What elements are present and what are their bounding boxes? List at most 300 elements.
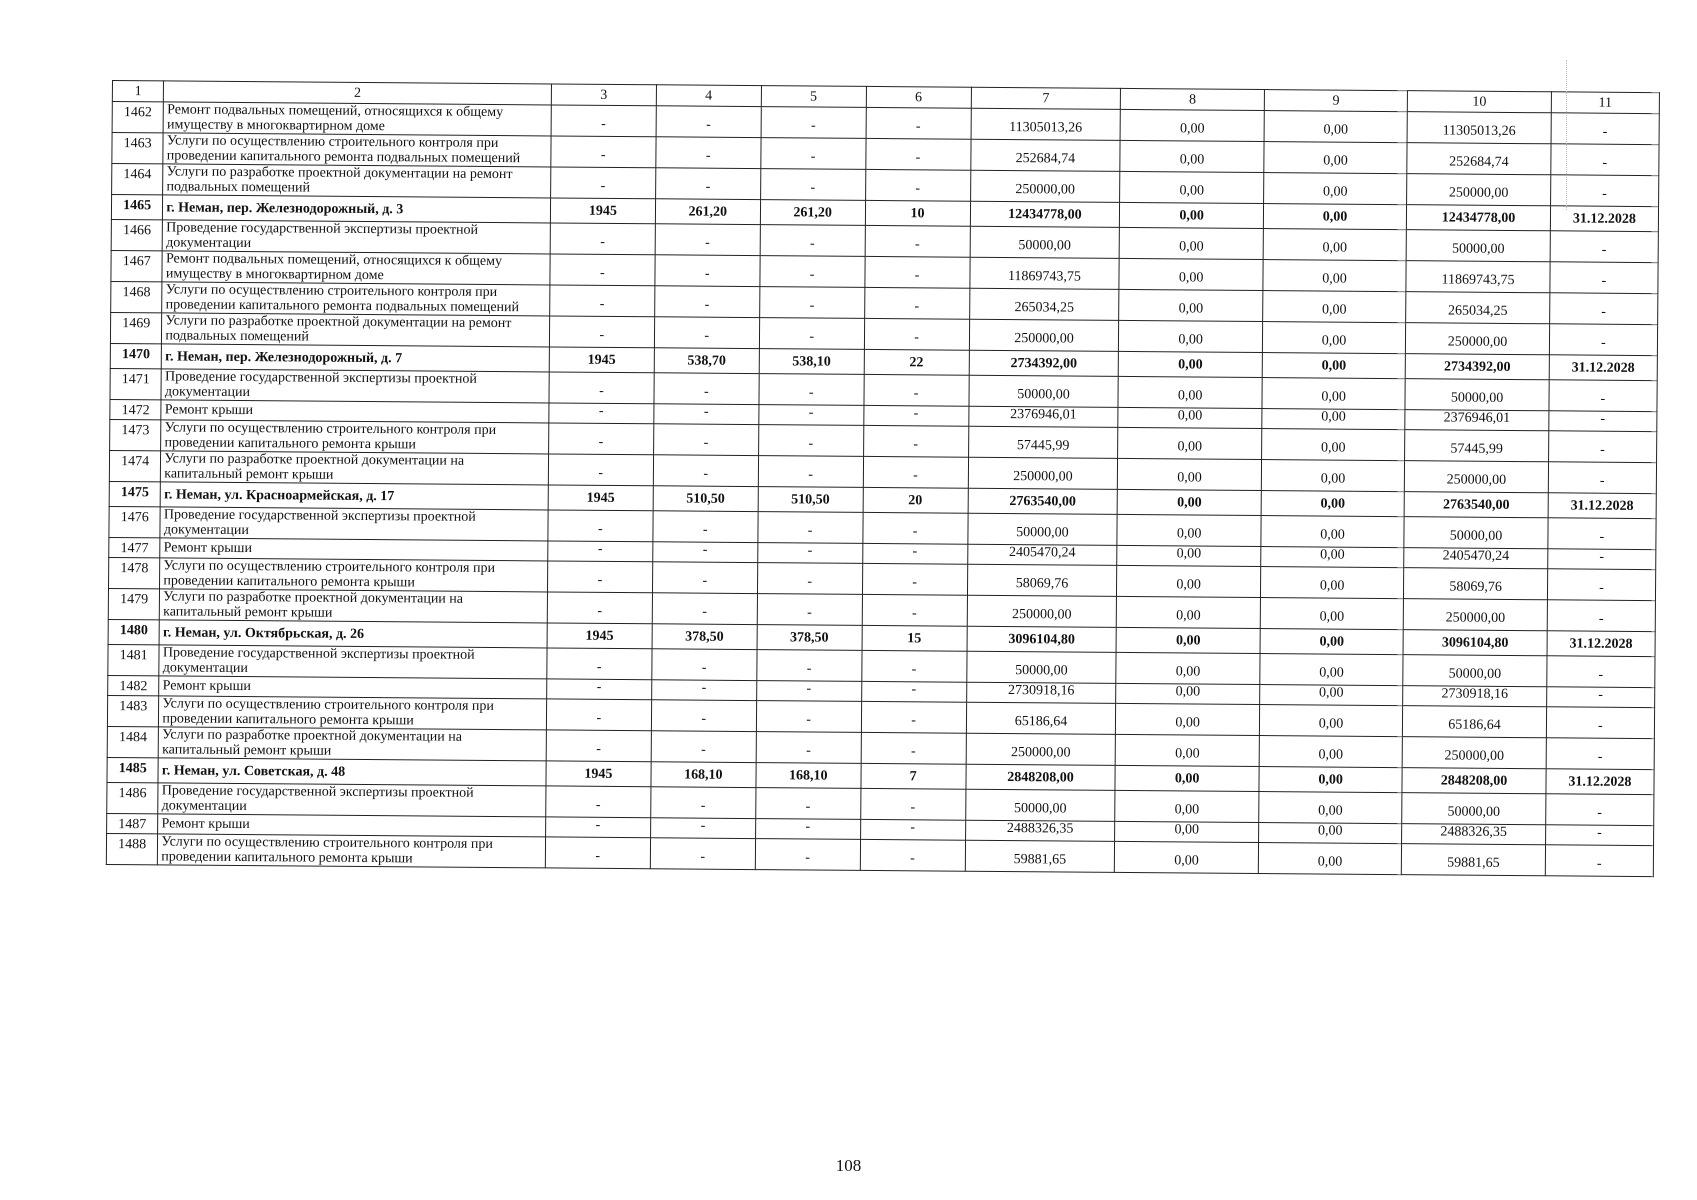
- cost-total-cell: 65186,64: [966, 702, 1116, 734]
- area-living-cell: -: [759, 318, 864, 350]
- residents-cell: -: [862, 594, 967, 626]
- residents-cell: -: [861, 701, 966, 733]
- year-cell: -: [549, 372, 654, 404]
- year-cell: -: [546, 699, 651, 731]
- residents-cell: -: [865, 169, 970, 201]
- fund-cell: 0,00: [1118, 458, 1262, 490]
- work-description: Ремонт крыши: [160, 538, 548, 561]
- owners-cell: 58069,76: [1404, 568, 1548, 600]
- page-number: 108: [835, 1156, 862, 1175]
- deadline-cell: -: [1545, 845, 1653, 877]
- deadline-cell: -: [1546, 687, 1654, 708]
- row-number: 1487: [107, 813, 159, 833]
- budget-cell: 0,00: [1263, 291, 1407, 323]
- owners-cell: 2730918,16: [1403, 686, 1547, 707]
- deadline-cell: 31.12.2028: [1550, 206, 1658, 232]
- area-total-cell: -: [654, 373, 759, 405]
- area-total-cell: -: [651, 731, 756, 763]
- budget-cell: 0,00: [1263, 260, 1407, 292]
- owners-cell: 50000,00: [1403, 655, 1547, 687]
- area-total-cell: -: [651, 787, 756, 819]
- work-description: Услуги по осуществлению строительного контроля при проведении капитального ремонта крыши: [158, 834, 546, 868]
- cost-total-cell: 2763540,00: [968, 488, 1118, 514]
- deadline-cell: -: [1546, 738, 1654, 770]
- fund-cell: 0,00: [1116, 734, 1260, 766]
- residents-cell: -: [865, 256, 970, 288]
- fund-cell: 0,00: [1116, 652, 1260, 684]
- area-total-cell: -: [655, 255, 760, 287]
- fund-cell: 0,00: [1120, 171, 1264, 203]
- deadline-cell: -: [1551, 113, 1659, 145]
- row-number: 1486: [107, 782, 159, 813]
- budget-cell: 0,00: [1262, 322, 1406, 354]
- deadline-cell: -: [1547, 600, 1655, 632]
- table-body: [106, 102, 1659, 877]
- area-total-cell: 510,50: [653, 486, 758, 512]
- area-living-cell: -: [756, 701, 861, 733]
- area-living-cell: -: [757, 543, 862, 564]
- row-number: 1464: [112, 164, 164, 195]
- area-living-cell: -: [757, 650, 862, 682]
- budget-cell: 0,00: [1264, 111, 1408, 143]
- owners-cell: 250000,00: [1405, 461, 1549, 493]
- residents-cell: -: [864, 374, 969, 406]
- budget-cell: 0,00: [1261, 460, 1405, 492]
- cost-total-cell: 250000,00: [968, 457, 1118, 489]
- year-cell: 1945: [550, 198, 655, 224]
- area-total-cell: -: [654, 317, 759, 349]
- row-number: 1471: [110, 368, 162, 399]
- area-total-cell: -: [651, 700, 756, 732]
- fund-cell: 0,00: [1115, 821, 1259, 842]
- row-number: 1463: [112, 133, 164, 164]
- fund-cell: 0,00: [1118, 427, 1262, 459]
- fund-cell: 0,00: [1118, 489, 1262, 515]
- cost-total-cell: 250000,00: [966, 733, 1116, 765]
- owners-cell: 2405470,24: [1404, 548, 1548, 569]
- row-number: 1466: [111, 219, 163, 250]
- cost-total-cell: 2734392,00: [969, 350, 1119, 376]
- deadline-cell: -: [1550, 175, 1658, 207]
- row-number: 1477: [109, 537, 161, 557]
- deadline-cell: -: [1550, 231, 1658, 263]
- year-cell: 1945: [546, 761, 651, 787]
- area-total-cell: 168,10: [651, 762, 756, 788]
- area-living-cell: 261,20: [760, 200, 865, 226]
- area-total-cell: -: [655, 168, 760, 200]
- cost-total-cell: 3096104,80: [967, 626, 1117, 652]
- residents-cell: -: [865, 138, 970, 170]
- fund-cell: 0,00: [1116, 703, 1260, 735]
- deadline-cell: -: [1547, 656, 1655, 688]
- work-description: Ремонт подвальных помещений, относящихся к общему имуществу в многоквартирном доме: [162, 251, 550, 285]
- budget-cell: 0,00: [1263, 229, 1407, 261]
- deadline-cell: -: [1547, 549, 1655, 570]
- owners-cell: 252684,74: [1407, 143, 1551, 175]
- budget-cell: 0,00: [1259, 767, 1403, 793]
- budget-cell: 0,00: [1263, 173, 1407, 205]
- year-cell: -: [550, 254, 655, 286]
- residents-cell: -: [862, 543, 967, 564]
- residents-cell: -: [863, 456, 968, 488]
- row-number: 1480: [108, 619, 160, 644]
- work-description: Услуги по разработке проектной документации на капитальный ремонт крыши: [160, 589, 548, 623]
- budget-cell: 0,00: [1260, 567, 1404, 599]
- year-cell: -: [551, 136, 656, 168]
- row-number: 1483: [107, 695, 159, 726]
- column-header: 9: [1264, 90, 1408, 112]
- area-living-cell: -: [756, 732, 861, 764]
- cost-total-cell: 252684,74: [970, 139, 1120, 171]
- deadline-cell: -: [1546, 707, 1654, 739]
- year-cell: -: [546, 786, 651, 818]
- residents-cell: -: [860, 839, 965, 871]
- area-total-cell: -: [650, 838, 755, 870]
- deadline-cell: 31.12.2028: [1546, 769, 1654, 795]
- owners-cell: 11305013,26: [1407, 112, 1551, 144]
- owners-cell: 2488326,35: [1402, 824, 1546, 845]
- work-description: Услуги по разработке проектной документации на капитальный ремонт крыши: [159, 727, 547, 761]
- year-cell: -: [548, 423, 653, 455]
- row-number: 1479: [108, 588, 160, 619]
- budget-cell: 0,00: [1261, 547, 1405, 568]
- area-living-cell: -: [755, 839, 860, 871]
- area-living-cell: -: [755, 788, 860, 820]
- row-number: 1467: [111, 250, 163, 281]
- cost-total-cell: 265034,25: [969, 288, 1119, 320]
- owners-cell: 265034,25: [1406, 292, 1550, 324]
- area-total-cell: -: [653, 424, 758, 456]
- area-living-cell: -: [759, 405, 864, 426]
- area-living-cell: 510,50: [758, 487, 863, 513]
- year-cell: -: [547, 648, 652, 680]
- fund-cell: 0,00: [1115, 841, 1259, 873]
- budget-cell: 0,00: [1264, 142, 1408, 174]
- cost-total-cell: 2376946,01: [968, 406, 1118, 427]
- budget-cell: 0,00: [1262, 378, 1406, 410]
- work-description: Проведение государственной экспертизы проектной документации: [163, 220, 551, 254]
- year-cell: 1945: [549, 347, 654, 373]
- work-description: Услуги по разработке проектной документации на ремонт подвальных помещений: [162, 313, 550, 347]
- work-description: г. Неман, ул. Октябрьская, д. 26: [159, 620, 547, 648]
- work-description: Ремонт подвальных помещений, относящихся к общему имуществу в многоквартирном доме: [163, 102, 551, 136]
- year-cell: -: [547, 592, 652, 624]
- work-description: Проведение государственной экспертизы проектной документации: [160, 507, 548, 541]
- budget-cell: 0,00: [1259, 736, 1403, 768]
- fund-cell: 0,00: [1120, 109, 1264, 141]
- row-number: 1481: [108, 644, 160, 675]
- work-description: Услуги по осуществлению строительного контроля при проведении капитального ремонта подвальных помещений: [163, 133, 551, 167]
- fund-cell: 0,00: [1119, 289, 1263, 321]
- area-living-cell: -: [757, 594, 862, 626]
- deadline-cell: 31.12.2028: [1547, 631, 1655, 657]
- work-description: г. Неман, ул. Красноармейская, д. 17: [161, 482, 549, 510]
- year-cell: -: [548, 541, 653, 562]
- column-header: 10: [1408, 91, 1552, 113]
- area-total-cell: 261,20: [655, 199, 760, 225]
- year-cell: -: [547, 561, 652, 593]
- area-total-cell: -: [654, 286, 759, 318]
- area-total-cell: 538,70: [654, 348, 759, 374]
- area-total-cell: -: [656, 137, 761, 169]
- deadline-cell: -: [1548, 431, 1656, 463]
- fund-cell: 0,00: [1117, 596, 1261, 628]
- year-cell: -: [550, 285, 655, 317]
- area-living-cell: -: [756, 681, 861, 702]
- residents-cell: 15: [862, 625, 967, 651]
- cost-total-cell: 50000,00: [966, 651, 1116, 683]
- owners-cell: 2376946,01: [1405, 410, 1549, 431]
- cost-total-cell: 11869743,75: [969, 257, 1119, 289]
- work-description: г. Неман, пер. Железнодорожный, д. 7: [162, 344, 550, 372]
- cost-total-cell: 11305013,26: [971, 108, 1121, 140]
- area-living-cell: -: [759, 374, 864, 406]
- column-header: 2: [164, 81, 552, 105]
- area-total-cell: -: [656, 106, 761, 138]
- area-living-cell: -: [758, 425, 863, 457]
- deadline-cell: -: [1548, 462, 1656, 494]
- deadline-cell: -: [1548, 518, 1656, 550]
- deadline-cell: -: [1549, 324, 1657, 356]
- work-description: Проведение государственной экспертизы проектной документации: [158, 783, 546, 817]
- owners-cell: 250000,00: [1406, 323, 1550, 355]
- area-living-cell: -: [755, 819, 860, 840]
- cost-total-cell: 50000,00: [965, 789, 1115, 821]
- column-header: 11: [1551, 92, 1659, 114]
- budget-cell: 0,00: [1259, 705, 1403, 737]
- work-description: г. Неман, ул. Советская, д. 48: [158, 758, 546, 786]
- area-living-cell: -: [758, 456, 863, 488]
- area-total-cell: -: [654, 404, 759, 425]
- budget-cell: 0,00: [1260, 629, 1404, 655]
- residents-cell: -: [861, 681, 966, 702]
- area-living-cell: -: [761, 107, 866, 139]
- owners-cell: 250000,00: [1402, 737, 1546, 769]
- deadline-cell: -: [1545, 825, 1653, 846]
- residents-cell: 22: [864, 349, 969, 375]
- area-total-cell: -: [653, 455, 758, 487]
- cost-total-cell: 2405470,24: [967, 544, 1117, 565]
- budget-cell: 0,00: [1260, 654, 1404, 686]
- work-description: Услуги по разработке проектной документации на капитальный ремонт крыши: [161, 451, 549, 485]
- row-number: 1470: [110, 343, 162, 368]
- residents-cell: 10: [865, 200, 970, 226]
- deadline-cell: -: [1551, 144, 1659, 176]
- fund-cell: 0,00: [1115, 790, 1259, 822]
- row-number: 1469: [110, 312, 162, 343]
- cost-total-cell: 250000,00: [969, 319, 1119, 351]
- owners-cell: 65186,64: [1403, 706, 1547, 738]
- work-description: Ремонт крыши: [159, 676, 547, 699]
- work-description: Услуги по разработке проектной документации на ремонт подвальных помещений: [163, 164, 551, 198]
- budget-cell: 0,00: [1258, 823, 1402, 844]
- row-number: 1462: [112, 102, 164, 133]
- deadline-cell: 31.12.2028: [1549, 355, 1657, 381]
- cost-total-cell: 2848208,00: [966, 764, 1116, 790]
- owners-cell: 2734392,00: [1406, 354, 1550, 380]
- owners-cell: 50000,00: [1404, 517, 1548, 549]
- year-cell: -: [551, 167, 656, 199]
- work-description: Услуги по осуществлению строительного контроля при проведении капитального ремонта крыши: [161, 420, 549, 454]
- work-description: Услуги по осуществлению строительного контроля при проведении капитального ремонта подвальных помещений: [162, 282, 550, 316]
- cost-total-cell: 50000,00: [970, 226, 1120, 258]
- work-description: Проведение государственной экспертизы проектной документации: [161, 369, 549, 403]
- fund-cell: 0,00: [1120, 140, 1264, 172]
- owners-cell: 57445,99: [1405, 430, 1549, 462]
- budget-cell: 0,00: [1261, 429, 1405, 461]
- fund-cell: 0,00: [1117, 545, 1261, 566]
- fund-cell: 0,00: [1118, 407, 1262, 428]
- cost-total-cell: 2730918,16: [966, 682, 1116, 703]
- year-cell: -: [546, 730, 651, 762]
- owners-cell: 50000,00: [1402, 793, 1546, 825]
- fund-cell: 0,00: [1119, 258, 1263, 290]
- budget-cell: 0,00: [1261, 491, 1405, 517]
- deadline-cell: 31.12.2028: [1548, 493, 1656, 519]
- deadline-cell: -: [1549, 411, 1657, 432]
- year-cell: 1945: [548, 485, 653, 511]
- column-header: 7: [971, 87, 1121, 109]
- residents-cell: -: [863, 425, 968, 457]
- fund-cell: 0,00: [1115, 765, 1259, 791]
- cost-total-cell: 250000,00: [967, 595, 1117, 627]
- cost-total-cell: 50000,00: [967, 513, 1117, 545]
- owners-cell: 11869743,75: [1406, 261, 1550, 293]
- row-number: 1474: [109, 450, 161, 481]
- area-total-cell: -: [650, 818, 755, 839]
- scan-edge-mark: [1566, 60, 1567, 210]
- area-total-cell: -: [652, 593, 757, 625]
- year-cell: -: [550, 223, 655, 255]
- row-number: 1476: [109, 506, 161, 537]
- cost-total-cell: 57445,99: [968, 426, 1118, 458]
- area-total-cell: -: [652, 649, 757, 681]
- owners-cell: 12434778,00: [1407, 205, 1551, 231]
- owners-cell: 50000,00: [1405, 379, 1549, 411]
- residents-cell: -: [866, 107, 971, 139]
- area-total-cell: 378,50: [652, 624, 757, 650]
- column-header: 6: [866, 86, 971, 108]
- residents-cell: -: [862, 563, 967, 595]
- budget-cell: 0,00: [1259, 792, 1403, 824]
- cost-total-cell: 2488326,35: [965, 820, 1115, 841]
- area-total-cell: -: [653, 542, 758, 563]
- residents-cell: 7: [861, 763, 966, 789]
- residents-cell: 20: [863, 487, 968, 513]
- area-living-cell: -: [757, 563, 862, 595]
- residents-cell: -: [863, 512, 968, 544]
- column-header: 4: [656, 85, 761, 107]
- area-living-cell: -: [760, 225, 865, 257]
- area-living-cell: 168,10: [756, 763, 861, 789]
- row-number: 1465: [111, 195, 163, 220]
- residents-cell: -: [864, 318, 969, 350]
- row-number: 1472: [110, 399, 162, 419]
- budget-cell: 0,00: [1260, 598, 1404, 630]
- year-cell: -: [549, 316, 654, 348]
- owners-cell: 250000,00: [1407, 174, 1551, 206]
- row-number: 1484: [107, 726, 159, 757]
- residents-cell: -: [860, 819, 965, 840]
- area-total-cell: -: [653, 511, 758, 543]
- year-cell: -: [551, 105, 656, 137]
- fund-cell: 0,00: [1116, 683, 1260, 704]
- deadline-cell: -: [1549, 380, 1657, 412]
- budget-cell: 0,00: [1262, 409, 1406, 430]
- deadline-cell: -: [1545, 794, 1653, 826]
- cost-total-cell: 58069,76: [967, 564, 1117, 596]
- work-description: Услуги по осуществлению строительного контроля при проведении капитального ремонта крыши: [160, 558, 548, 592]
- budget-cell: 0,00: [1263, 204, 1407, 230]
- owners-cell: 2848208,00: [1402, 768, 1546, 794]
- fund-cell: 0,00: [1120, 227, 1264, 259]
- year-cell: -: [549, 403, 654, 424]
- year-cell: 1945: [547, 623, 652, 649]
- cost-total-cell: 59881,65: [965, 840, 1115, 872]
- owners-cell: 250000,00: [1404, 599, 1548, 631]
- owners-cell: 50000,00: [1406, 230, 1550, 262]
- work-description: Проведение государственной экспертизы проектной документации: [159, 645, 547, 679]
- budget-cell: 0,00: [1260, 685, 1404, 706]
- fund-cell: 0,00: [1120, 202, 1264, 228]
- area-living-cell: -: [758, 512, 863, 544]
- work-description: Ремонт крыши: [158, 814, 546, 837]
- cost-total-cell: 12434778,00: [970, 201, 1120, 227]
- fund-cell: 0,00: [1118, 376, 1262, 408]
- residents-cell: -: [864, 287, 969, 319]
- document-sheet: [106, 80, 1660, 877]
- row-number: 1488: [106, 833, 158, 864]
- year-cell: -: [545, 837, 650, 869]
- column-header: 3: [551, 84, 656, 106]
- budget-cell: 0,00: [1262, 353, 1406, 379]
- row-number: 1482: [108, 675, 160, 695]
- work-description: Ремонт крыши: [161, 400, 549, 423]
- budget-cell: 0,00: [1261, 516, 1405, 548]
- column-header: 1: [112, 81, 164, 102]
- residents-cell: -: [860, 788, 965, 820]
- row-number: 1473: [110, 419, 162, 450]
- budget-cell: 0,00: [1258, 843, 1402, 875]
- fund-cell: 0,00: [1116, 627, 1260, 653]
- cost-total-cell: 50000,00: [969, 375, 1119, 407]
- deadline-cell: -: [1550, 262, 1658, 294]
- area-total-cell: -: [651, 680, 756, 701]
- repair-program-table: [106, 80, 1660, 877]
- row-number: 1478: [109, 557, 161, 588]
- row-number: 1468: [111, 281, 163, 312]
- residents-cell: -: [861, 650, 966, 682]
- year-cell: -: [547, 679, 652, 700]
- fund-cell: 0,00: [1119, 351, 1263, 377]
- year-cell: -: [545, 817, 650, 838]
- deadline-cell: -: [1549, 293, 1657, 325]
- column-header: 5: [761, 86, 866, 108]
- residents-cell: -: [865, 225, 970, 257]
- area-living-cell: -: [761, 138, 866, 170]
- area-total-cell: -: [655, 224, 760, 256]
- residents-cell: -: [863, 405, 968, 426]
- row-number: 1485: [107, 757, 159, 782]
- row-number: 1475: [109, 481, 161, 506]
- work-description: г. Неман, пер. Железнодорожный, д. 3: [163, 195, 551, 223]
- area-living-cell: -: [760, 256, 865, 288]
- area-total-cell: -: [652, 562, 757, 594]
- fund-cell: 0,00: [1117, 514, 1261, 546]
- area-living-cell: 538,10: [759, 349, 864, 375]
- owners-cell: 59881,65: [1402, 844, 1546, 876]
- owners-cell: 2763540,00: [1404, 492, 1548, 518]
